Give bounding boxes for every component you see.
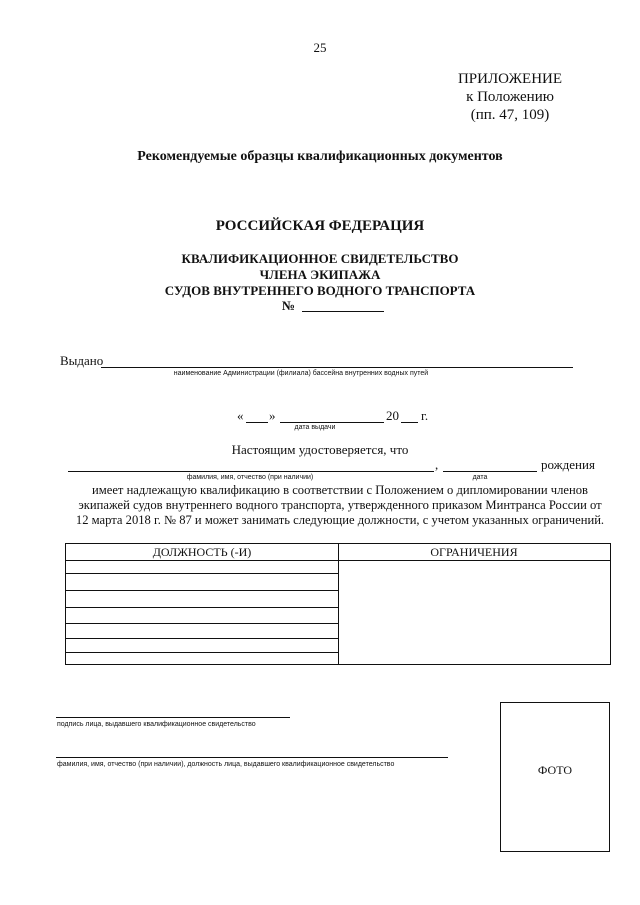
table-divider [338,544,339,664]
signature-field[interactable] [56,705,290,718]
number-field[interactable] [302,297,384,312]
appendix-line-2: к Положению [466,89,554,105]
person-comma: , [435,457,439,472]
date-day-field[interactable] [246,408,268,423]
positions-table [65,543,611,665]
table-header-restrictions: ОГРАНИЧЕНИЯ [338,544,610,561]
issued-caption: наименование Администрации (филиала) бассейна внутренних водных путей [173,370,429,377]
appendix-line-1: ПРИЛОЖЕНИЕ [457,71,563,87]
person-birthdate-field[interactable] [443,457,537,472]
table-row[interactable] [66,607,338,608]
official-caption: фамилия, имя, отчество (при наличии), должность лица, выдавшего квалификационное свидетельство [57,761,395,768]
appendix-line-3: (пп. 47, 109) [470,107,550,123]
table-row[interactable] [66,623,338,624]
table-row[interactable] [66,590,338,591]
title-line-3: СУДОВ ВНУТРЕННЕГО ВОДНОГО ТРАНСПОРТА [164,283,476,298]
table-row[interactable] [66,573,338,574]
body-line-2: экипажей судов внутреннего водного транспорта, утвержденного приказом Минтранса России от [78,498,602,512]
body-text [40,483,640,528]
body-line-3: 12 марта 2018 г. № 87 и может занимать следующие должности, с учетом указанных ограничений. [75,513,605,527]
signature-caption: подпись лица, выдавшего квалификационное свидетельство [57,721,256,728]
date-month-field[interactable] [280,408,384,423]
body-line-1: имеет надлежащую квалификацию в соответствии с Положением о дипломировании членов [92,483,588,497]
certificate-title [0,251,640,299]
photo-box [500,702,610,852]
person-name-field[interactable] [68,457,434,472]
issued-field[interactable] [101,353,573,368]
date-year-suffix: г. [421,408,429,423]
date-year-prefix: 20 [386,408,399,423]
name-caption: фамилия, имя, отчество (при наличии) [186,474,314,481]
title-line-1: КВАЛИФИКАЦИОННОЕ СВИДЕТЕЛЬСТВО [181,251,459,266]
official-field[interactable] [56,745,448,758]
table-row[interactable] [66,652,338,653]
date-close-quote: » [269,408,276,423]
date-open-quote: « [237,408,244,423]
certify-text: Настоящим удостоверяется, что [231,442,409,457]
photo-label: ФОТО [537,763,573,777]
doc-heading: Рекомендуемые образцы квалификационных документов [137,149,503,164]
table-header-position: ДОЛЖНОСТЬ (-И) [66,544,338,561]
birth-label: рождения [541,457,595,472]
date-year-field[interactable] [401,408,418,423]
birthdate-caption: дата [472,474,488,481]
number-label: № [282,298,296,313]
page-number: 25 [313,40,327,55]
date-caption: дата выдачи [294,424,336,431]
table-row[interactable] [66,638,338,639]
issued-label: Выдано [60,353,104,368]
title-line-2: ЧЛЕНА ЭКИПАЖА [259,267,381,282]
appendix-block [440,70,580,124]
country-title: РОССИЙСКАЯ ФЕДЕРАЦИЯ [215,218,425,234]
